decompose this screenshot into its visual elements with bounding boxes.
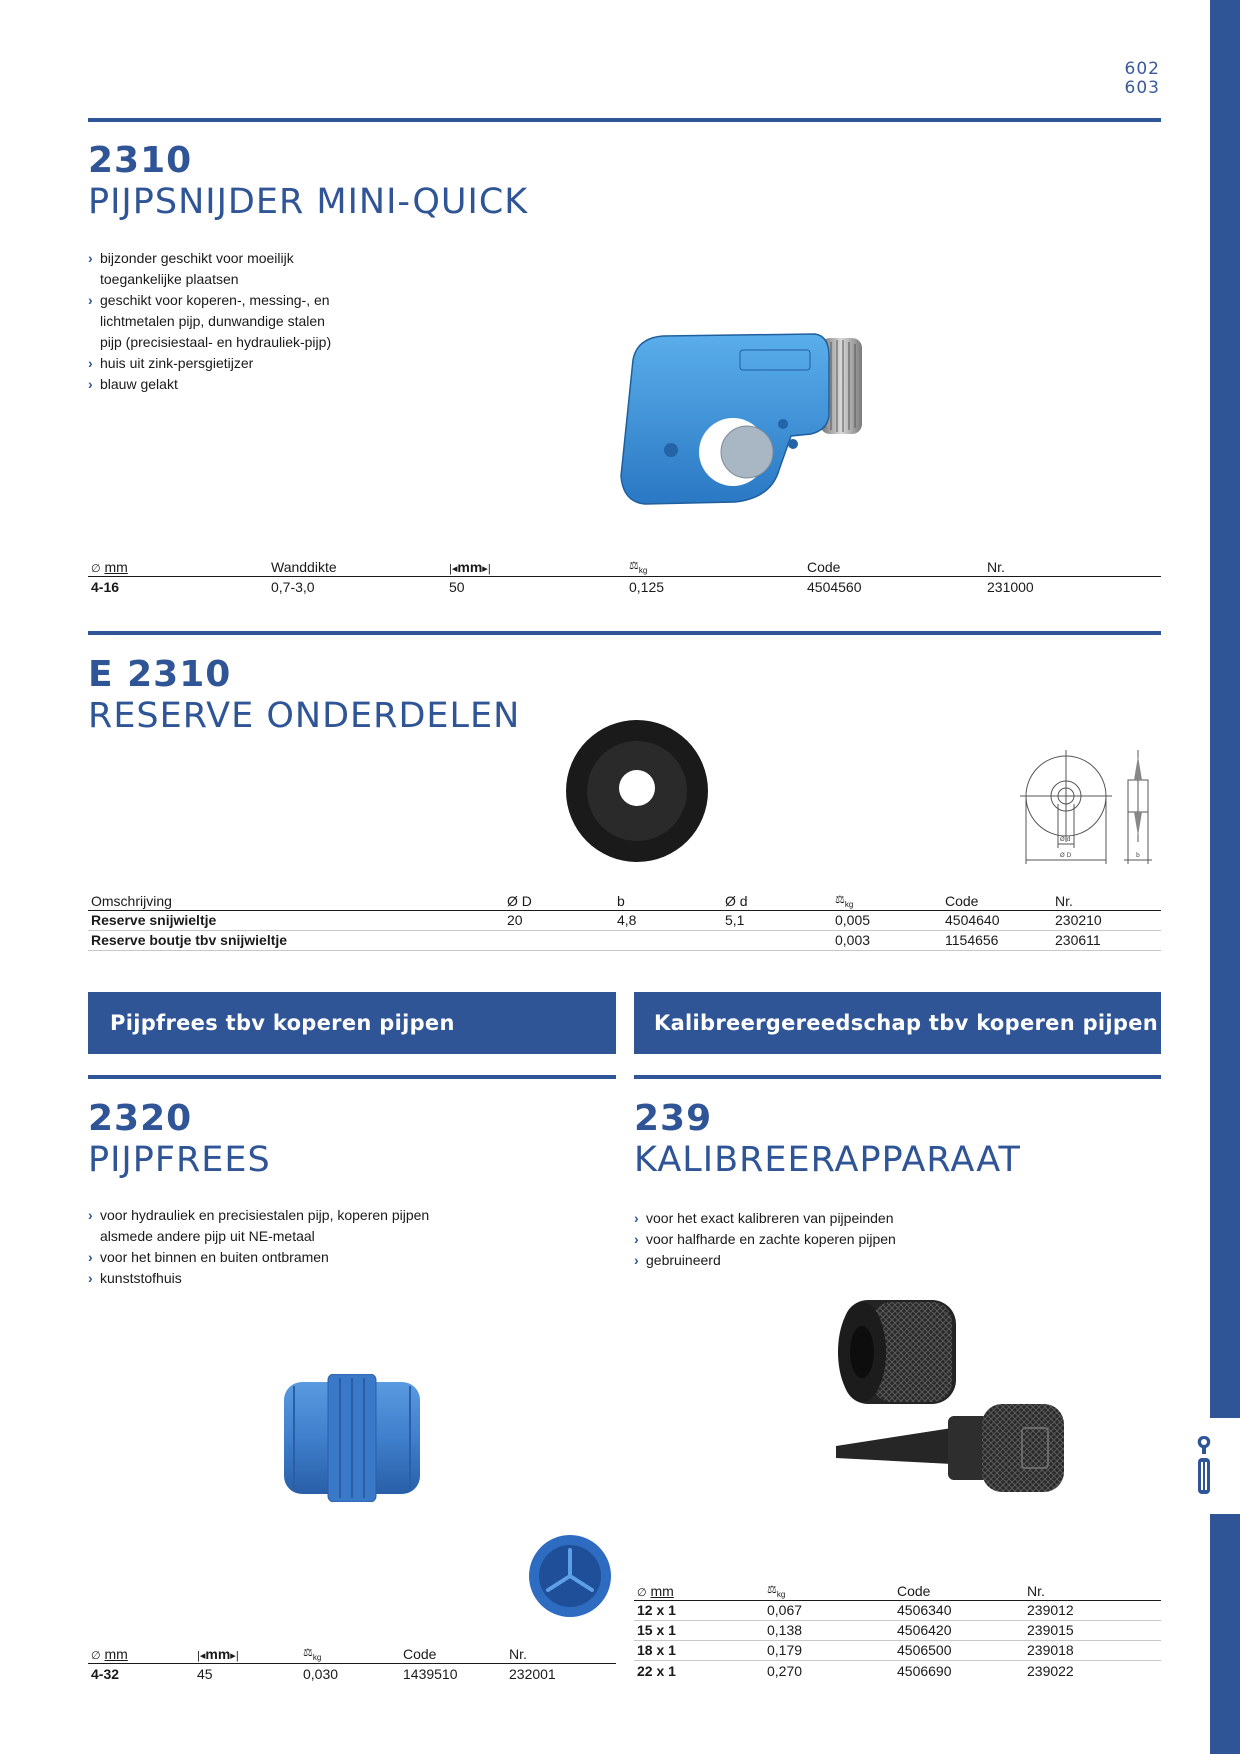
col-header-code: Code xyxy=(942,890,1052,910)
pipe-cutter-image xyxy=(615,320,885,520)
col-header-code: Code xyxy=(400,1643,506,1663)
drawing-label-width: b xyxy=(1136,852,1140,859)
section-rule-calibrator xyxy=(634,1075,1161,1079)
col-header-inner-diameter: Ø d xyxy=(722,890,832,910)
length-left-icon: |◂ xyxy=(449,562,458,575)
col-header-weight: $⚖_{kg}$ xyxy=(764,1580,894,1600)
banner-reamer: Pijpfrees tbv koperen pijpen xyxy=(88,992,616,1054)
feature-item: › gebruineerd xyxy=(634,1250,1154,1271)
pipe-reamer-image xyxy=(280,1374,424,1502)
table-row: 4-16 0,7-3,0 50 0,125 4504560 231000 xyxy=(91,578,1034,595)
chevron-right-icon: › xyxy=(88,376,93,392)
table-row: 12 x 1 0,067 4506340 239012 xyxy=(634,1600,1161,1620)
feature-item: › voor halfharde en zachte koperen pijpen xyxy=(634,1229,1154,1250)
banner-calibration: Kalibreergereedschap tbv koperen pijpen xyxy=(634,992,1161,1054)
reamer-spec-table xyxy=(88,1643,616,1683)
page-number-left: 602 xyxy=(1124,59,1160,79)
feature-item: › bijzonder geschikt voor moeilijk xyxy=(88,248,388,269)
feature-item: › huis uit zink-persgietijzer xyxy=(88,353,388,374)
col-header-nr: Nr. xyxy=(1052,890,1161,910)
calibrator-image xyxy=(832,1296,1068,1498)
reamer-end-view-image xyxy=(528,1534,612,1618)
reamer-code: 2320 xyxy=(88,1098,193,1139)
spare-code: E 2310 xyxy=(88,654,232,695)
col-header-weight: $⚖_{kg}$ xyxy=(626,556,804,576)
cutting-wheel-drawing xyxy=(1020,748,1166,870)
spare-spec-table xyxy=(88,890,1161,951)
col-header-length: |◂mm▸| xyxy=(446,556,626,576)
cutting-wheel-image xyxy=(564,718,710,864)
chevron-right-icon: › xyxy=(88,1207,93,1223)
scale-icon: ⚖ xyxy=(303,1646,313,1659)
feature-item-continued: toegankelijke plaatsen xyxy=(100,271,239,287)
drawing-label-small-diameter: Ø d xyxy=(1060,836,1071,843)
feature-item: › blauw gelakt xyxy=(88,374,388,395)
col-header-weight: $⚖_{kg}$ xyxy=(300,1643,400,1663)
calibrator-feature-list xyxy=(634,1208,1154,1271)
scale-icon: ⚖ xyxy=(835,893,845,906)
cutter-name: PIJPSNIJDER MINI-QUICK xyxy=(88,182,529,222)
feature-item-continued: pijp (precisiestaal- en hydrauliek-pijp) xyxy=(100,334,332,350)
scale-icon: ⚖ xyxy=(767,1583,777,1596)
section-rule-reamer xyxy=(88,1075,616,1079)
col-header-wall: Wanddikte xyxy=(268,556,446,576)
table-row: Reserve boutje tbv snijwieltje 0,003 1154656 230611 xyxy=(88,930,1161,950)
table-row: 4-32 45 0,030 1439510 232001 xyxy=(91,1665,556,1682)
feature-item: › voor het binnen en buiten ontbramen xyxy=(88,1247,608,1268)
spare-name: RESERVE ONDERDELEN xyxy=(88,696,521,736)
chevron-right-icon: › xyxy=(88,250,93,266)
cutter-spec-table xyxy=(88,556,1161,596)
chevron-right-icon: › xyxy=(88,355,93,371)
diameter-icon: ∅ xyxy=(637,1586,647,1599)
table-row: 18 x 1 0,179 4506500 239018 xyxy=(634,1640,1161,1660)
col-header-width: b xyxy=(614,890,722,910)
feature-item: › geschikt voor koperen-, messing-, en xyxy=(88,290,388,311)
tool-category-icon xyxy=(1192,1432,1216,1498)
col-header-nr: Nr. xyxy=(1024,1580,1161,1600)
page-numbers xyxy=(1125,60,1160,98)
feature-item-continued: alsmede andere pijp uit NE-metaal xyxy=(100,1228,315,1244)
calibrator-code: 239 xyxy=(634,1098,713,1139)
section-rule-spare xyxy=(88,631,1161,635)
table-row: Reserve snijwieltje 20 4,8 5,1 0,005 4504640 230210 xyxy=(88,910,1161,930)
page-number-right: 603 xyxy=(1124,78,1160,98)
reamer-feature-list xyxy=(88,1205,608,1289)
chevron-right-icon: › xyxy=(88,292,93,308)
feature-item: › kunststofhuis xyxy=(88,1268,608,1289)
col-header-diameter: ∅ mm xyxy=(88,1643,194,1663)
col-header-nr: Nr. xyxy=(506,1643,616,1663)
table-row: 22 x 1 0,270 4506690 239022 xyxy=(637,1662,1074,1679)
cutter-feature-list xyxy=(88,248,388,395)
col-header-code: Code xyxy=(894,1580,1024,1600)
col-header-diameter: ∅ mm xyxy=(88,556,268,576)
col-header-length: |◂mm▸| xyxy=(194,1643,300,1663)
calibrator-name: KALIBREERAPPARAAT xyxy=(634,1140,1021,1180)
diameter-icon: ∅ xyxy=(91,562,101,575)
cutter-code: 2310 xyxy=(88,140,193,181)
scale-icon: ⚖ xyxy=(629,559,639,572)
col-header-nr: Nr. xyxy=(984,556,1161,576)
length-right-icon: ▸| xyxy=(482,562,491,575)
feature-item-continued: lichtmetalen pijp, dunwandige stalen xyxy=(100,313,325,329)
feature-item: › voor het exact kalibreren van pijpeinden xyxy=(634,1208,1154,1229)
table-row: 15 x 1 0,138 4506420 239015 xyxy=(634,1620,1161,1640)
reamer-name: PIJPFREES xyxy=(88,1140,271,1180)
col-header-diameter: ∅ mm xyxy=(634,1580,764,1600)
col-header-weight: $⚖_{kg}$ xyxy=(832,890,942,910)
col-header-description: Omschrijving xyxy=(88,890,504,910)
chevron-right-icon: › xyxy=(634,1252,639,1268)
col-header-outer-diameter: Ø D xyxy=(504,890,614,910)
feature-item: › voor hydrauliek en precisiestalen pijp, koperen pijpen xyxy=(88,1205,608,1226)
length-left-icon: |◂ xyxy=(197,1649,206,1662)
drawing-label-big-diameter: Ø D xyxy=(1060,852,1072,859)
section-rule-cutter xyxy=(88,118,1161,122)
calibrator-spec-table xyxy=(634,1580,1161,1680)
chevron-right-icon: › xyxy=(634,1210,639,1226)
chevron-right-icon: › xyxy=(88,1270,93,1286)
col-header-code: Code xyxy=(804,556,984,576)
length-right-icon: ▸| xyxy=(230,1649,239,1662)
chevron-right-icon: › xyxy=(88,1249,93,1265)
diameter-icon: ∅ xyxy=(91,1649,101,1662)
chevron-right-icon: › xyxy=(634,1231,639,1247)
